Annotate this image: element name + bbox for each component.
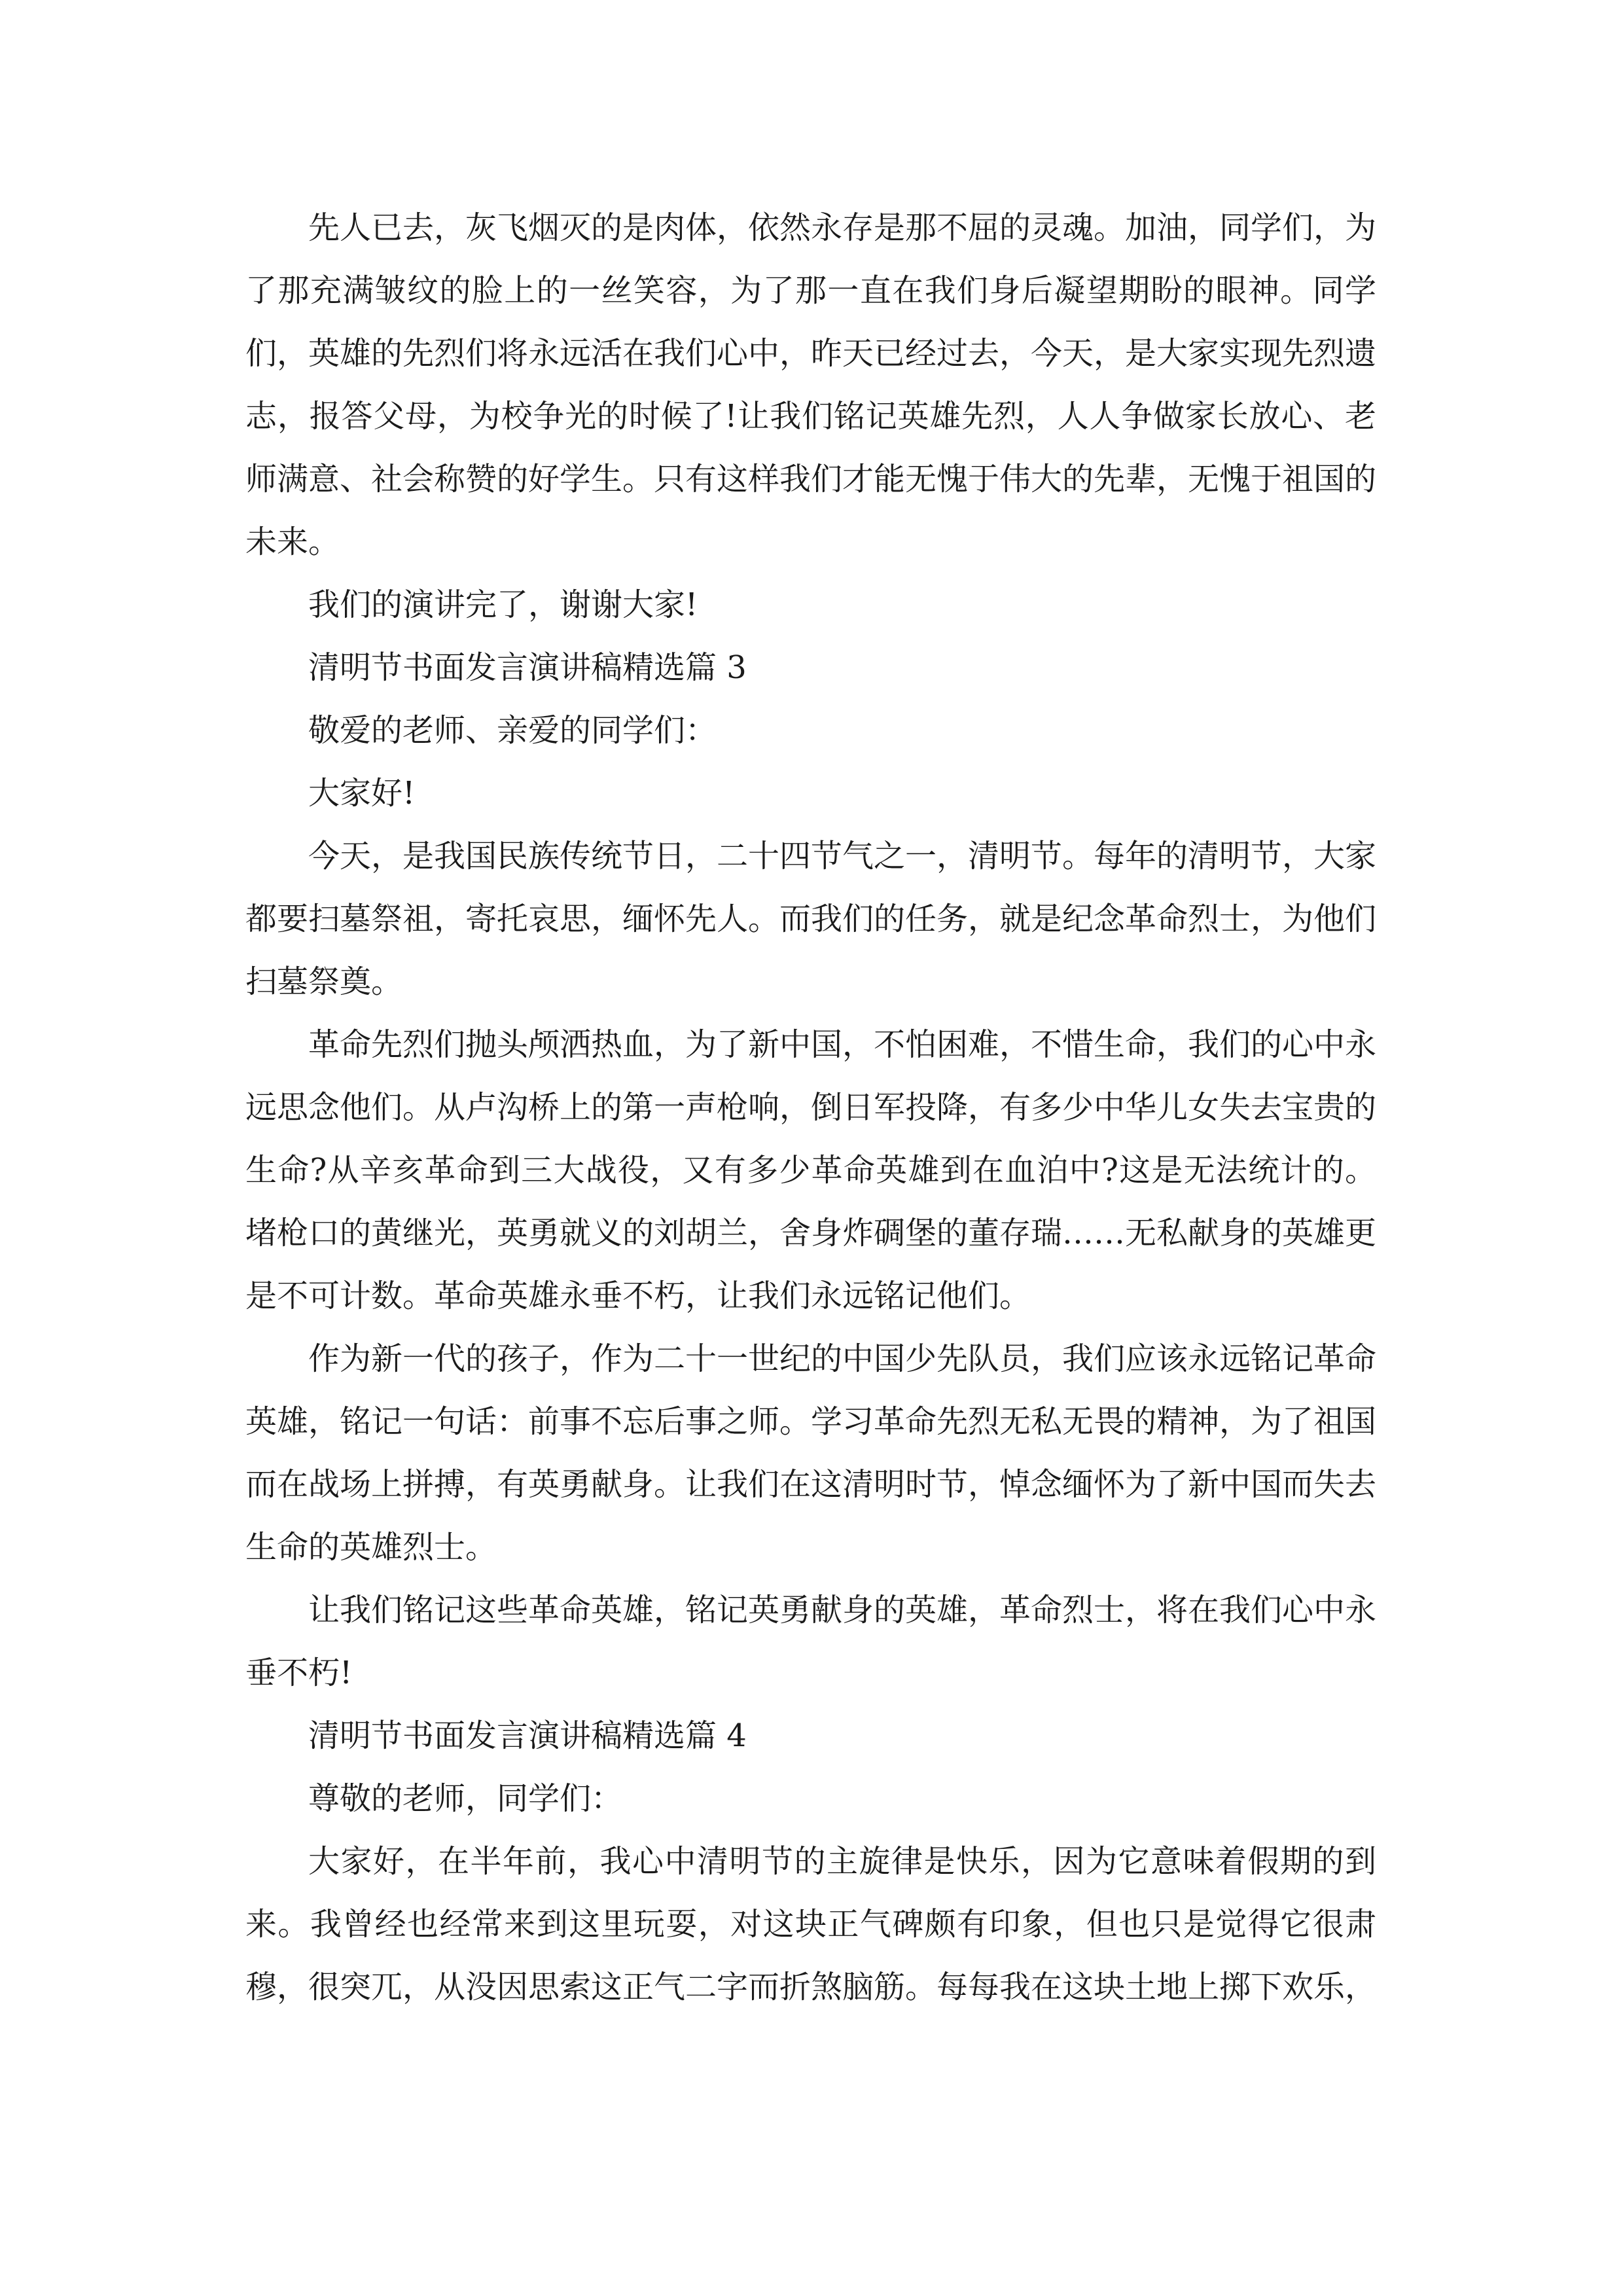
document-body [245, 196, 1376, 2018]
section-heading-4: 清明节书面发言演讲稿精选篇 4 [308, 1717, 747, 1754]
salutation-4: 尊敬的老师，同学们： [308, 1780, 623, 1817]
paragraph-3: 今天，是我国民族传统节日，二十四节气之一，清明节。每年的清明节，大家都要扫墓祭祖，寄托哀思，缅怀先人。而我们的任务，就是纪念革命烈士，为他们扫墓祭奠。 [245, 838, 1377, 1000]
paragraph-2: 我们的演讲完了，谢谢大家! [308, 586, 698, 623]
salutation-3: 敬爱的老师、亲爱的同学们： [308, 712, 717, 749]
paragraph-6: 让我们铭记这些革命英雄，铭记英勇献身的英雄，革命烈士，将在我们心中永垂不朽! [245, 1592, 1377, 1691]
section-heading-3: 清明节书面发言演讲稿精选篇 3 [308, 649, 747, 686]
greeting-3: 大家好! [308, 775, 416, 812]
paragraph-7: 大家好，在半年前，我心中清明节的主旋律是快乐，因为它意味着假期的到来。我曾经也经常来到这里玩耍，对这块正气碑颇有印象，但也只是觉得它很肃穆，很突兀，从没因思索这正气二字而折煞脑筋。每每我在这块土地上掷下欢乐， [245, 1843, 1377, 2005]
paragraph-5: 作为新一代的孩子，作为二十一世纪的中国少先队员，我们应该永远铭记革命英雄，铭记一句话：前事不忘后事之师。学习革命先烈无私无畏的精神，为了祖国而在战场上拼搏，有英勇献身。让我们在这清明时节，悼念缅怀为了新中国而失去生命的英雄烈士。 [245, 1340, 1377, 1566]
paragraph-4: 革命先烈们抛头颅洒热血，为了新中国，不怕困难，不惜生命，我们的心中永远思念他们。从卢沟桥上的第一声枪响，倒日军投降，有多少中华儿女失去宝贵的生命?从辛亥革命到三大战役，又有多少革命英雄到在血泊中?这是无法统计的。堵枪口的黄继光，英勇就义的刘胡兰，舍身炸碉堡的董存瑞……无私献身的英雄更是不可计数。革命英雄永垂不朽，让我们永远铭记他们。 [245, 1026, 1377, 1314]
paragraph-1: 先人已去，灰飞烟灭的是肉体，依然永存是那不屈的灵魂。加油，同学们，为了那充满皱纹的脸上的一丝笑容，为了那一直在我们身后凝望期盼的眼神。同学们，英雄的先烈们将永远活在我们心中，昨天已经过去，今天，是大家实现先烈遗志，报答父母，为校争光的时候了!让我们铭记英雄先烈，人人争做家长放心、老师满意、社会称赞的好学生。只有这样我们才能无愧于伟大的先辈，无愧于祖国的未来。 [245, 209, 1377, 560]
